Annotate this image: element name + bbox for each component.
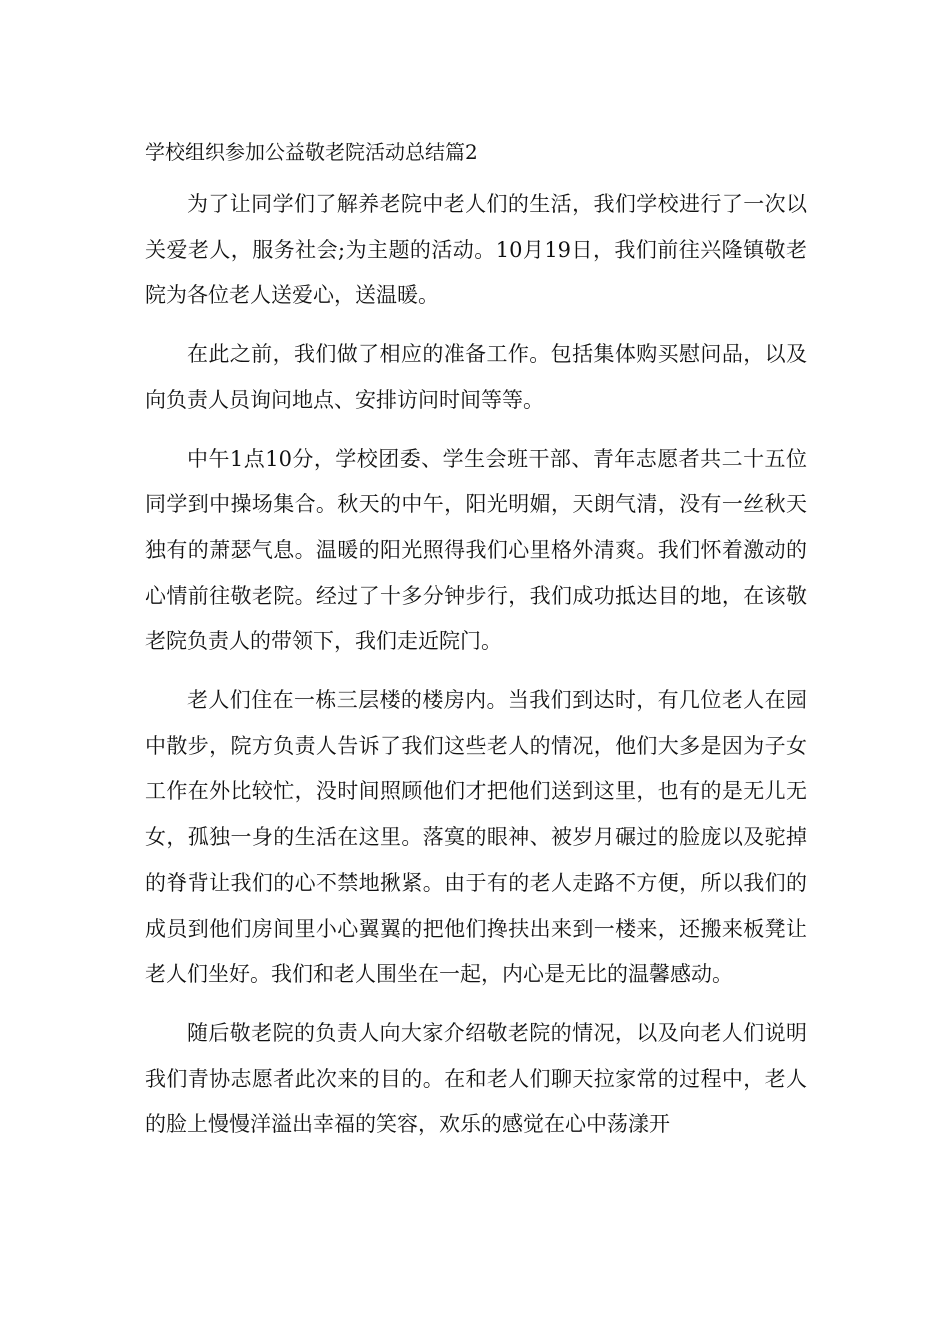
paragraph-3: 中午1点10分，学校团委、学生会班干部、青年志愿者共二十五位同学到中操场集合。秋天的中午，阳光明媚，天朗气清，没有一丝秋天独有的萧瑟气息。温暖的阳光照得我们心里格外清爽。我们怀着激动的心情前往敬老院。经过了十多分钟步行，我们成功抵达目的地，在该敬老院负责人的带领下，我们走近院门。: [145, 446, 807, 654]
paragraph-1: 为了让同学们了解养老院中老人们的生活，我们学校进行了一次以关爱老人，服务社会;为主题的活动。10月19日，我们前往兴隆镇敬老院为各位老人送爱心，送温暖。: [145, 192, 807, 308]
document-body: [145, 182, 807, 1161]
paragraph-4: 老人们住在一栋三层楼的楼房内。当我们到达时，有几位老人在园中散步，院方负责人告诉了我们这些老人的情况，他们大多是因为子女工作在外比较忙，没时间照顾他们才把他们送到这里，也有的是无儿无女，孤独一身的生活在这里。落寞的眼神、被岁月碾过的脸庞以及驼掉的脊背让我们的心不禁地揪紧。由于有的老人走路不方便，所以我们的成员到他们房间里小心翼翼的把他们搀扶出来到一楼来，还搬来板凳让老人们坐好。我们和老人围坐在一起，内心是无比的温馨感动。: [145, 688, 807, 987]
paragraph-5: 随后敬老院的负责人向大家介绍敬老院的情况，以及向老人们说明我们青协志愿者此次来的目的。在和老人们聊天拉家常的过程中，老人的脸上慢慢洋溢出幸福的笑容，欢乐的感觉在心中荡漾开: [145, 1020, 807, 1137]
document-title: 学校组织参加公益敬老院活动总结篇2: [145, 140, 478, 164]
paragraph-2: 在此之前，我们做了相应的准备工作。包括集体购买慰问品，以及向负责人员询问地点、安排访问时间等等。: [145, 342, 807, 412]
